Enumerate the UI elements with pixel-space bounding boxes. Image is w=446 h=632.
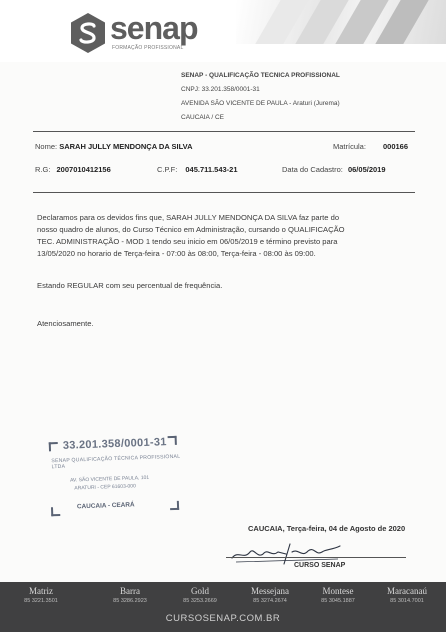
company-address: AVENIDA SÃO VICENTE DE PAULA - Araturi (Jurema) xyxy=(181,100,340,107)
regular-statement: Estando REGULAR com seu percentual de frequência. xyxy=(37,281,223,290)
senap-logo-icon xyxy=(70,13,106,53)
cadastro-label: Data do Cadastro: xyxy=(282,165,343,174)
matricula-value: 000166 xyxy=(383,142,409,151)
unit-barra xyxy=(95,586,165,604)
unit-phone: 85 3286.2923 xyxy=(113,598,147,604)
signature-label: CURSO SENAP xyxy=(294,562,346,569)
matricula-value-field xyxy=(383,142,408,151)
divider xyxy=(33,192,415,193)
company-stamp xyxy=(49,436,184,521)
unit-phone: 85 3274.2674 xyxy=(253,598,287,604)
declaration-line: Declaramos para os devidos fins que, SARAH JULLY MENDONÇA DA SILVA faz parte do xyxy=(37,213,340,222)
unit-name: Barra xyxy=(120,586,140,596)
company-city: CAUCAIA / CE xyxy=(181,114,224,121)
cpf-value: 045.711.543-21 xyxy=(185,165,238,174)
stamp-city: CAUCAIA - CEARÁ xyxy=(76,501,135,511)
signature-line xyxy=(226,557,406,558)
unit-name: Montese xyxy=(322,586,354,596)
declaration-paragraph xyxy=(37,212,417,260)
unit-phone: 85 3014.7001 xyxy=(390,598,424,604)
unit-name: Messejana xyxy=(251,586,289,596)
unit-maracanau xyxy=(372,586,442,604)
name-label: Nome: xyxy=(35,142,58,151)
cadastro-field xyxy=(282,165,386,174)
cpf-label: C.P.F: xyxy=(157,165,178,174)
footer-bar xyxy=(0,582,446,632)
declaration-line: TEC. ADMINISTRAÇÃO - MOD 1 tendo seu inicio em 06/05/2019 e término previsto para xyxy=(37,237,338,246)
cpf-field xyxy=(157,165,238,174)
date-line: CAUCAIA, Terça-feira, 04 de Agosto de 2020 xyxy=(248,524,406,533)
company-cnpj: CNPJ: 33.201.358/0001-31 xyxy=(181,86,260,93)
rg-label: R.G: xyxy=(35,165,51,174)
unit-gold xyxy=(165,586,235,604)
unit-name: Matriz xyxy=(29,586,53,596)
company-name: SENAP - QUALIFICAÇÃO TECNICA PROFISSIONAL xyxy=(181,72,340,79)
rg-value: 2007010412156 xyxy=(56,165,111,174)
unit-matriz xyxy=(6,586,76,604)
student-name: SARAH JULLY MENDONÇA DA SILVA xyxy=(59,142,193,151)
unit-phone: 85 3221.3501 xyxy=(24,598,58,604)
unit-phone: 85 3045.1887 xyxy=(321,598,355,604)
matricula-field xyxy=(333,142,366,151)
cadastro-value: 06/05/2019 xyxy=(347,165,386,174)
closing-text: Atenciosamente. xyxy=(37,319,94,328)
matricula-label: Matrícula: xyxy=(333,142,366,151)
website-url: CURSOSENAP.COM.BR xyxy=(165,613,281,624)
stamp-company: SENAP QUALIFICAÇÃO TÉCNICA PROFISSIONAL LTDA xyxy=(51,453,181,471)
logo-wordmark: senap xyxy=(110,10,198,46)
stamp-address: AV. SÃO VICENTE DE PAULA, 101 xyxy=(69,474,150,484)
logo-subtitle: FORMAÇÃO PROFISSIONAL xyxy=(112,45,184,51)
stamp-cep: ARATURI - CEP 61603-000 xyxy=(74,483,136,492)
declaration-line: nosso quadro de alunos, do Curso Técnico em Administração, cursando o QUALIFICAÇÃO xyxy=(37,225,345,234)
unit-name: Gold xyxy=(191,586,209,596)
unit-name: Maracanaú xyxy=(387,586,427,596)
stamp-cnpj: 33.201.358/0001-31 xyxy=(62,436,167,452)
name-field xyxy=(35,142,193,151)
unit-phone: 85 3253.2669 xyxy=(183,598,217,604)
declaration-line: 13/05/2020 no horario de Terça-feira - 07:00 às 08:00, Terça-feira - 08:00 às 09:00. xyxy=(37,249,316,258)
senap-logo xyxy=(70,10,230,57)
divider xyxy=(33,131,415,132)
unit-montese xyxy=(303,586,373,604)
letterhead xyxy=(0,0,446,62)
company-info xyxy=(181,69,340,125)
rg-field xyxy=(35,165,111,174)
unit-messejana xyxy=(235,586,305,604)
header-decoration xyxy=(236,0,446,44)
